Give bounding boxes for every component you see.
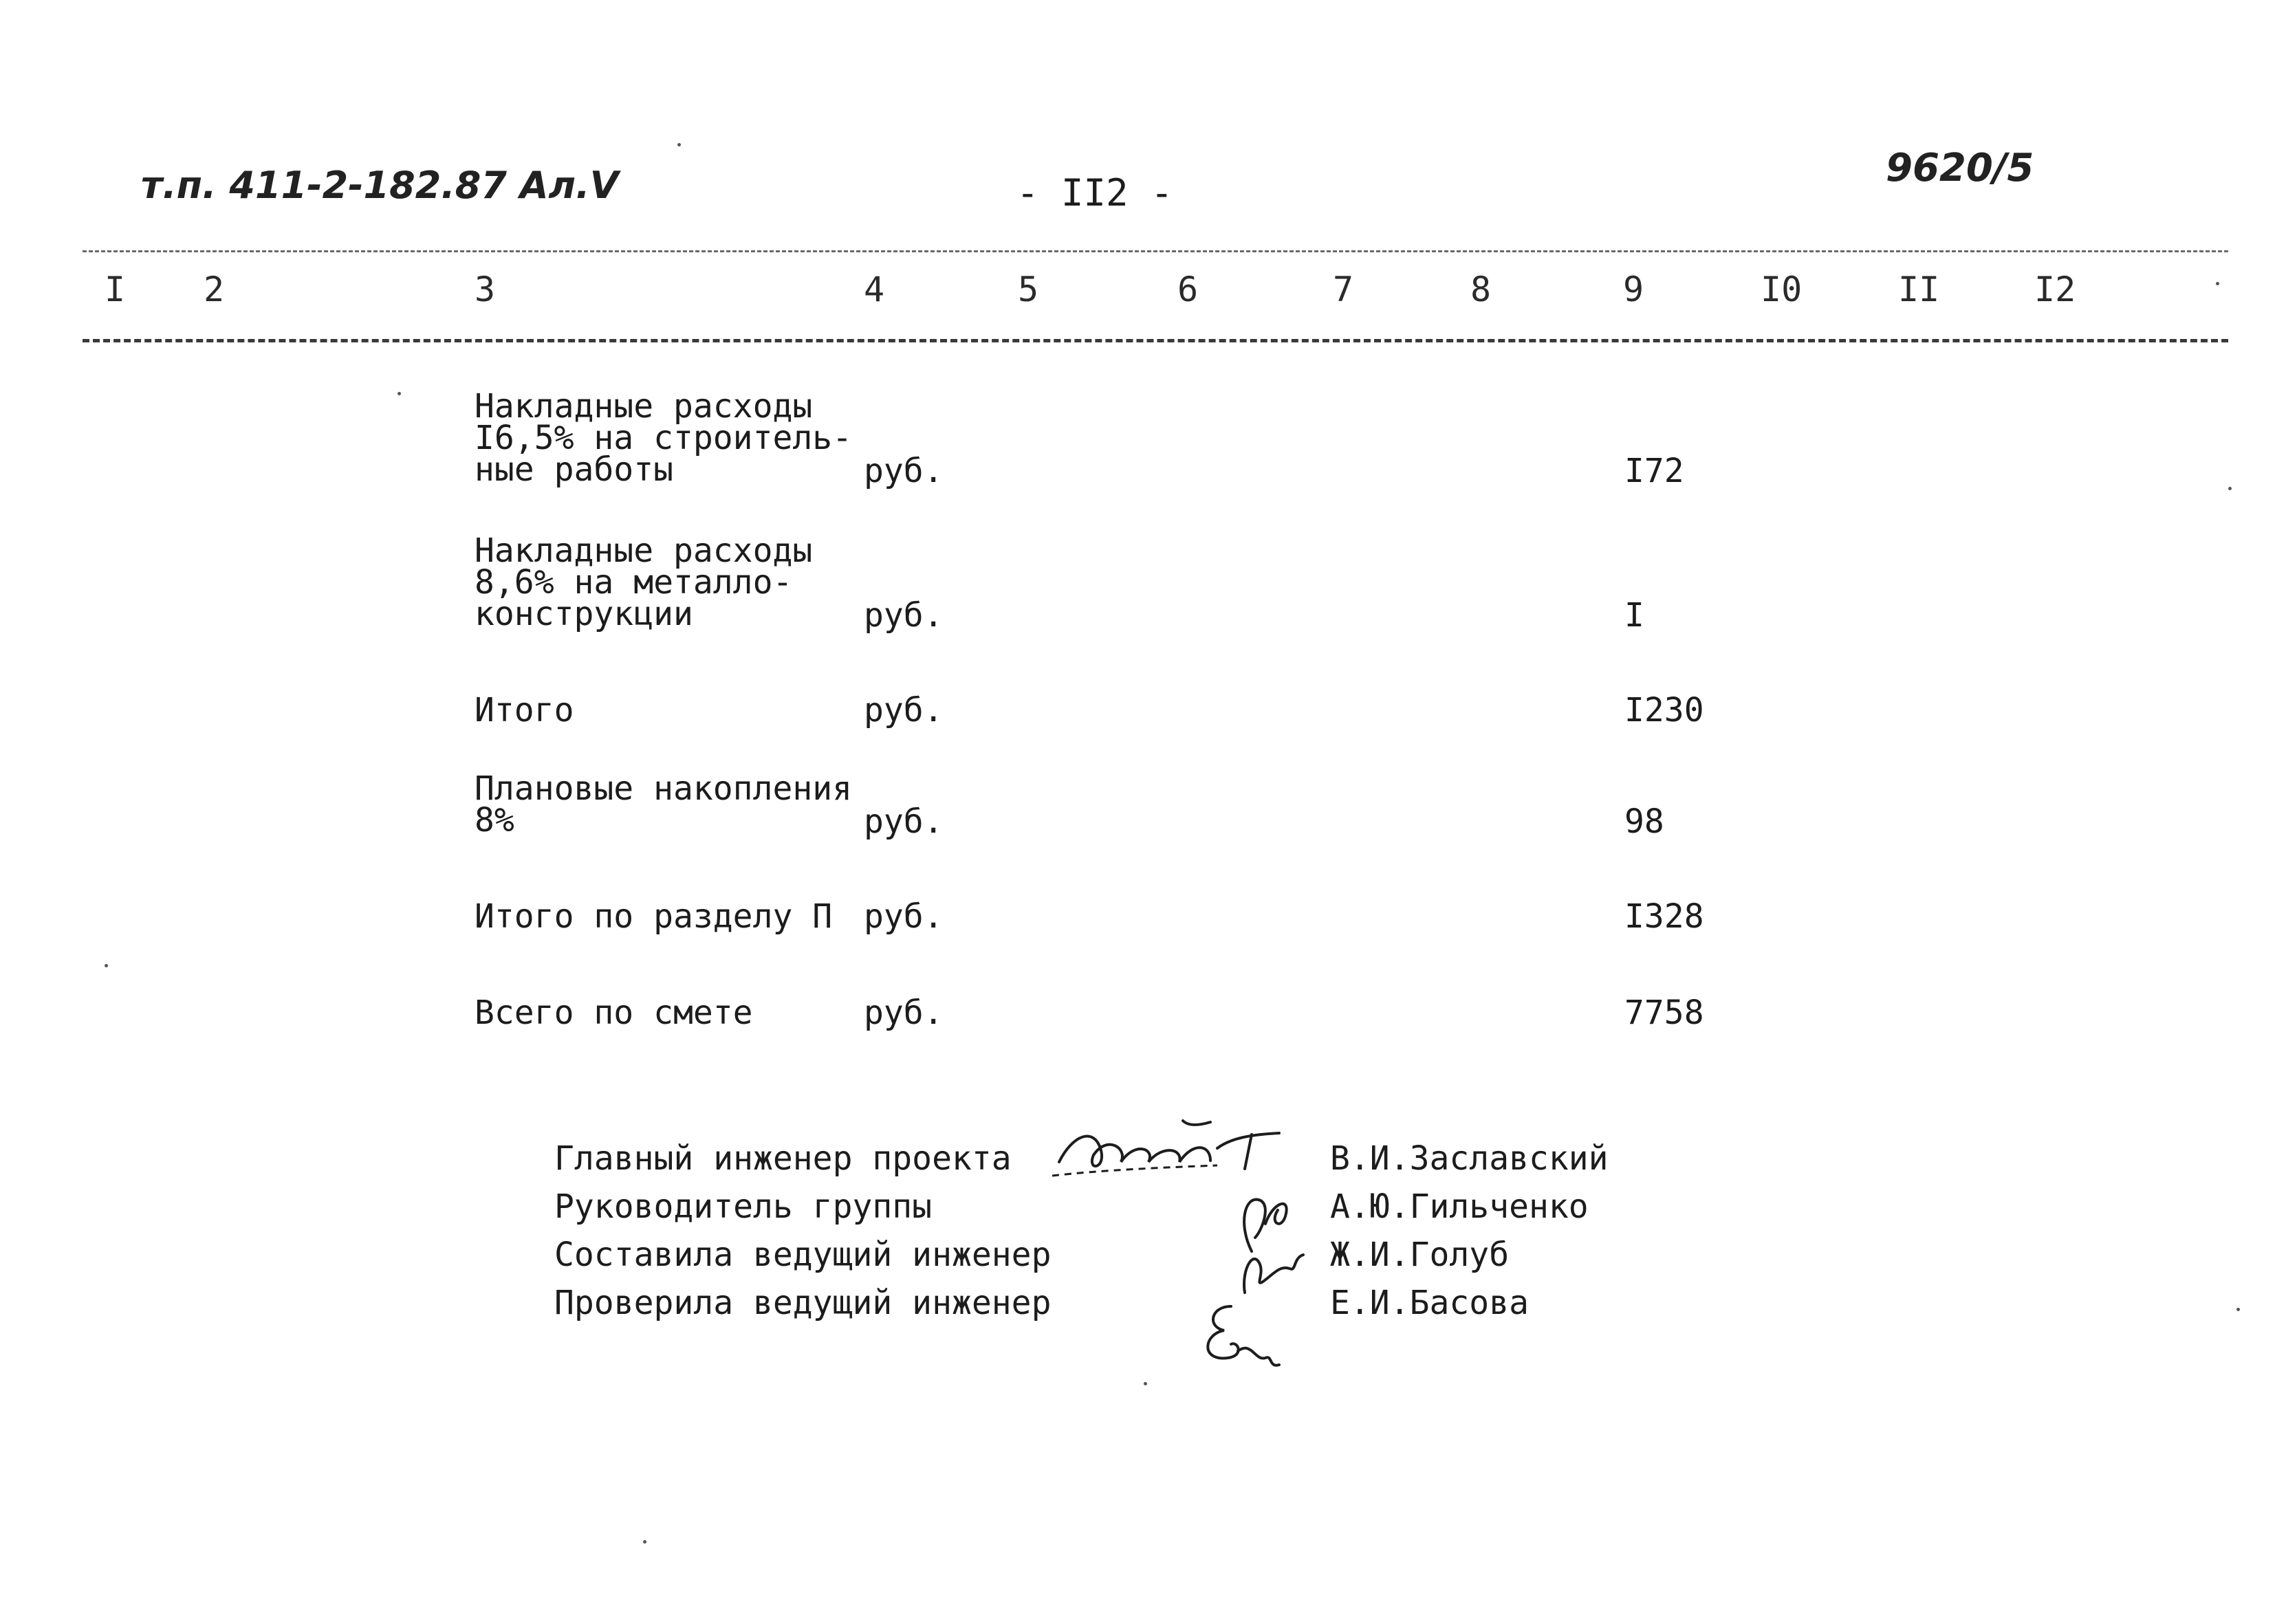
column-header: I bbox=[105, 270, 126, 309]
column-header: 8 bbox=[1470, 270, 1492, 309]
row-unit: руб. bbox=[864, 897, 944, 936]
scan-speck bbox=[2228, 487, 2232, 490]
table-header-bottom-rule bbox=[83, 339, 2228, 342]
scan-speck bbox=[677, 143, 681, 146]
row-value: I bbox=[1624, 596, 1644, 635]
row-unit: руб. bbox=[864, 691, 944, 729]
row-label-line: ные работы bbox=[475, 450, 673, 489]
table-header-top-rule bbox=[83, 250, 2228, 252]
document-code: т.п. 411-2-182.87 Ал.V bbox=[141, 164, 619, 207]
row-unit: руб. bbox=[864, 596, 944, 635]
scan-speck bbox=[1144, 1382, 1147, 1385]
column-header: 6 bbox=[1177, 270, 1199, 309]
column-header: 5 bbox=[1018, 270, 1039, 309]
column-header: 7 bbox=[1333, 270, 1354, 309]
row-label-line: Накладные расходы bbox=[475, 531, 813, 570]
column-header: I2 bbox=[2034, 270, 2076, 309]
column-header: 3 bbox=[475, 270, 496, 309]
signatory-role: Руководитель группы bbox=[554, 1187, 933, 1226]
signature-checker bbox=[1190, 1293, 1286, 1382]
row-value: I328 bbox=[1624, 897, 1704, 936]
row-label-line: Всего по смете bbox=[475, 994, 753, 1032]
row-unit: руб. bbox=[864, 802, 944, 841]
scan-speck bbox=[105, 964, 108, 967]
signatory-name: В.И.Заславский bbox=[1330, 1139, 1609, 1178]
column-header: 4 bbox=[864, 270, 885, 309]
scan-speck bbox=[643, 1540, 646, 1544]
row-label-line: Итого по разделу П bbox=[475, 897, 833, 936]
row-label-line: 8% bbox=[475, 801, 514, 840]
row-value: 7758 bbox=[1624, 994, 1704, 1032]
scan-speck bbox=[2216, 282, 2219, 285]
row-label-line: Накладные расходы bbox=[475, 387, 813, 426]
signature-chief-engineer bbox=[1045, 1107, 1307, 1189]
column-header: 9 bbox=[1623, 270, 1644, 309]
row-label-line: I6,5% на строитель- bbox=[475, 419, 853, 457]
row-label-line: Плановые накопления bbox=[475, 769, 853, 808]
row-value: I72 bbox=[1624, 452, 1684, 490]
row-label-line: 8,6% на металло- bbox=[475, 563, 793, 602]
row-value: 98 bbox=[1624, 802, 1664, 841]
archive-number: 9620/5 bbox=[1886, 146, 2034, 190]
signatory-name: А.Ю.Гильченко bbox=[1330, 1187, 1589, 1226]
signatory-name: Ж.И.Голуб bbox=[1330, 1236, 1510, 1274]
scan-speck bbox=[2236, 1308, 2240, 1311]
row-unit: руб. bbox=[864, 452, 944, 490]
row-value: I230 bbox=[1624, 691, 1704, 729]
signatory-name: Е.И.Басова bbox=[1330, 1284, 1529, 1322]
scan-speck bbox=[398, 392, 401, 395]
column-header: I0 bbox=[1761, 270, 1803, 309]
row-unit: руб. bbox=[864, 994, 944, 1032]
row-label-line: конструкции bbox=[475, 595, 693, 633]
row-label-line: Итого bbox=[475, 691, 574, 729]
signatory-role: Главный инженер проекта bbox=[554, 1139, 1012, 1178]
column-header: II bbox=[1898, 270, 1940, 309]
signatory-role: Составила ведущий инженер bbox=[554, 1236, 1052, 1274]
column-header: 2 bbox=[204, 270, 225, 309]
page-number: - II2 - bbox=[1016, 171, 1173, 215]
signatory-role: Проверила ведущий инженер bbox=[554, 1284, 1052, 1322]
